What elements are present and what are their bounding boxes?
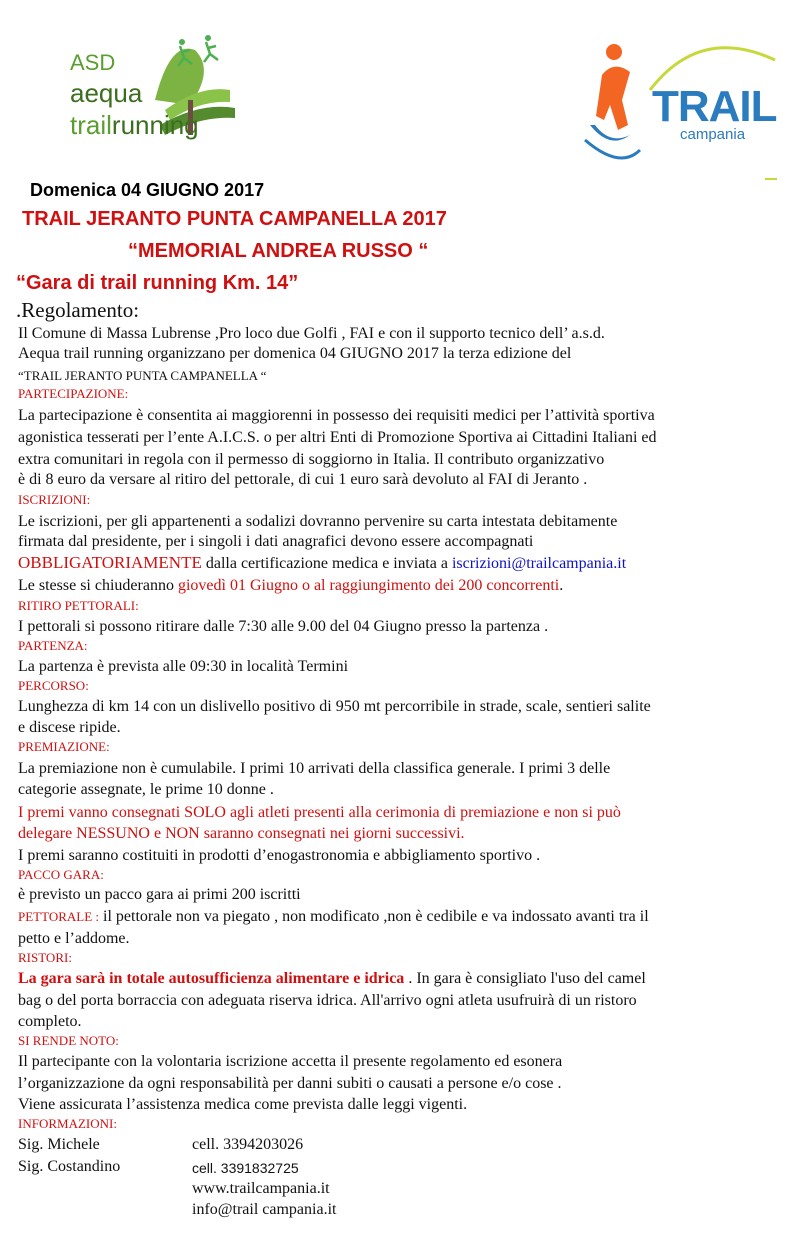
- text-line: è di 8 euro da versare al ritiro del pettorale, di cui 1 euro sarà devoluto al FAI di Jeranto .: [18, 471, 588, 488]
- text-line: è previsto un pacco gara ai primi 200 iscritti: [18, 886, 301, 903]
- section-title-iscrizioni: ISCRIZIONI:: [18, 492, 91, 507]
- intro-line: Aequa trail running organizzano per domenica 04 GIUGNO 2017 la terza edizione del: [18, 345, 572, 362]
- text-line: La partecipazione è consentita ai maggiorenni in possesso dei requisiti medici per l’attività sportiva: [18, 407, 655, 424]
- logo-trailrunning-text: [70, 110, 199, 141]
- regolamento-heading: .Regolamento:: [16, 298, 140, 322]
- text-span: . In gara è consigliato l'uso del camel: [404, 970, 646, 987]
- text-span: .: [559, 577, 564, 594]
- event-subtitle: “Gara di trail running Km. 14”: [16, 272, 299, 294]
- event-memorial: “MEMORIAL ANDREA RUSSO “: [128, 240, 429, 262]
- section-title-pettorale: PETTORALE :: [18, 909, 100, 924]
- contact-name: Sig. Costandino: [18, 1158, 121, 1175]
- aequa-trailrunning-logo: [60, 30, 240, 150]
- section-title-partenza: PARTENZA:: [18, 638, 88, 653]
- autosufficienza-text: La gara sarà in totale autosufficienza alimentare e idrica: [18, 970, 405, 987]
- section-title-percorso: PERCORSO:: [18, 678, 89, 693]
- section-title-pacco: PACCO GARA:: [18, 867, 104, 882]
- intro-line: “TRAIL JERANTO PUNTA CAMPANELLA “: [18, 368, 267, 383]
- logo-trail-word: TRAIL: [652, 82, 777, 131]
- text-line: extra comunitari in regola con il permesso di soggiorno in Italia. Il contributo organizzativo: [18, 451, 605, 468]
- logo-running-word: running: [111, 110, 199, 140]
- contact-phone[interactable]: cell. 3391832725: [192, 1160, 299, 1176]
- logo-trail-word: trail: [70, 110, 112, 140]
- text-line: categorie assegnate, le prime 10 donne .: [18, 781, 274, 798]
- text-line: La partenza è prevista alle 09:30 in località Termini: [18, 658, 349, 675]
- text-line: [18, 576, 788, 596]
- text-line: firmata dal presidente, per i singoli i dati anagrafici devono essere accompagnati: [18, 533, 534, 550]
- text-line: Le iscrizioni, per gli appartenenti a sodalizi dovranno pervenire su carta intestata debitamente: [18, 513, 618, 530]
- text-line: I premi saranno costituiti in prodotti d’enogastronomia e abbigliamento sportivo .: [18, 847, 541, 864]
- deadline-text: giovedì 01 Giugno o al raggiungimento dei 200 concorrenti: [177, 577, 560, 594]
- intro-line: Il Comune di Massa Lubrense ,Pro loco due Golfi , FAI e con il supporto tecnico dell’ a.s.d.: [18, 325, 605, 342]
- logo-aequa-text: aequa: [70, 78, 143, 108]
- text-line: e discese ripide.: [18, 719, 121, 736]
- text-line: agonistica tesserati per l’ente A.I.C.S. o per altri Enti di Promozione Sportiva ai Cittadini Italiani ed: [18, 429, 657, 446]
- trail-campania-logo: [580, 30, 780, 180]
- contact-name: Sig. Michele: [18, 1136, 100, 1153]
- text-span: dalla certificazione medica e inviata a: [201, 555, 452, 572]
- text-line: [18, 907, 788, 927]
- section-title-ritiro: RITIRO PETTORALI:: [18, 598, 139, 613]
- event-title: TRAIL JERANTO PUNTA CAMPANELLA 2017: [22, 208, 447, 230]
- text-line: La premiazione non è cumulabile. I primi 10 arrivati della classifica generale. I primi 3 delle: [18, 760, 611, 777]
- iscrizioni-email-link[interactable]: iscrizioni@trailcampania.it: [451, 555, 627, 572]
- section-title-partecipazione: PARTECIPAZIONE:: [18, 386, 129, 401]
- text-line: [18, 553, 788, 574]
- text-line: I premi vanno consegnati SOLO agli atleti presenti alla cerimonia di premiazione e non si può: [18, 804, 621, 821]
- text-line: l’organizzazione da ogni responsabilità per danni subiti o causati a persone e/o cose .: [18, 1075, 562, 1092]
- text-line: delegare NESSUNO e NON saranno consegnati nei giorni successivi.: [18, 825, 465, 842]
- section-title-informazioni: INFORMAZIONI:: [18, 1116, 117, 1131]
- info-email-link[interactable]: info@trail campania.it: [192, 1201, 337, 1218]
- text-line: completo.: [18, 1013, 82, 1030]
- text-span: Le stesse si chiuderanno: [18, 577, 178, 594]
- contact-phone[interactable]: cell. 3394203026: [192, 1136, 304, 1153]
- text-line: bag o del porta borraccia con adeguata riserva idrica. All'arrivo ogni atleta usufruirà di un ristoro: [18, 992, 637, 1009]
- text-line: Viene assicurata l’assistenza medica come prevista dalle leggi vigenti.: [18, 1096, 468, 1113]
- logo-campania-word: campania: [680, 126, 746, 143]
- event-date: Domenica 04 GIUGNO 2017: [30, 180, 265, 200]
- section-title-premiazione: PREMIAZIONE:: [18, 739, 110, 754]
- text-line: Lunghezza di km 14 con un dislivello positivo di 950 mt percorribile in strade, scale, sentieri salite: [18, 698, 651, 715]
- text-span: il pettorale non va piegato , non modificato ,non è cedibile e va indossato avanti tra il: [99, 908, 649, 925]
- text-line: Il partecipante con la volontaria iscrizione accetta il presente regolamento ed esonera: [18, 1053, 563, 1070]
- obbligatoriamente-text: OBBLIGATORIAMENTE: [18, 553, 202, 572]
- text-line: petto e l’addome.: [18, 930, 130, 947]
- logo-asd-text: ASD: [70, 50, 116, 75]
- website-link[interactable]: www.trailcampania.it: [192, 1180, 330, 1197]
- section-title-ristori: RISTORI:: [18, 950, 72, 965]
- section-title-noto: SI RENDE NOTO:: [18, 1033, 119, 1048]
- text-line: I pettorali si possono ritirare dalle 7:30 alle 9.00 del 04 Giugno presso la partenza .: [18, 618, 549, 635]
- text-line: [18, 969, 788, 989]
